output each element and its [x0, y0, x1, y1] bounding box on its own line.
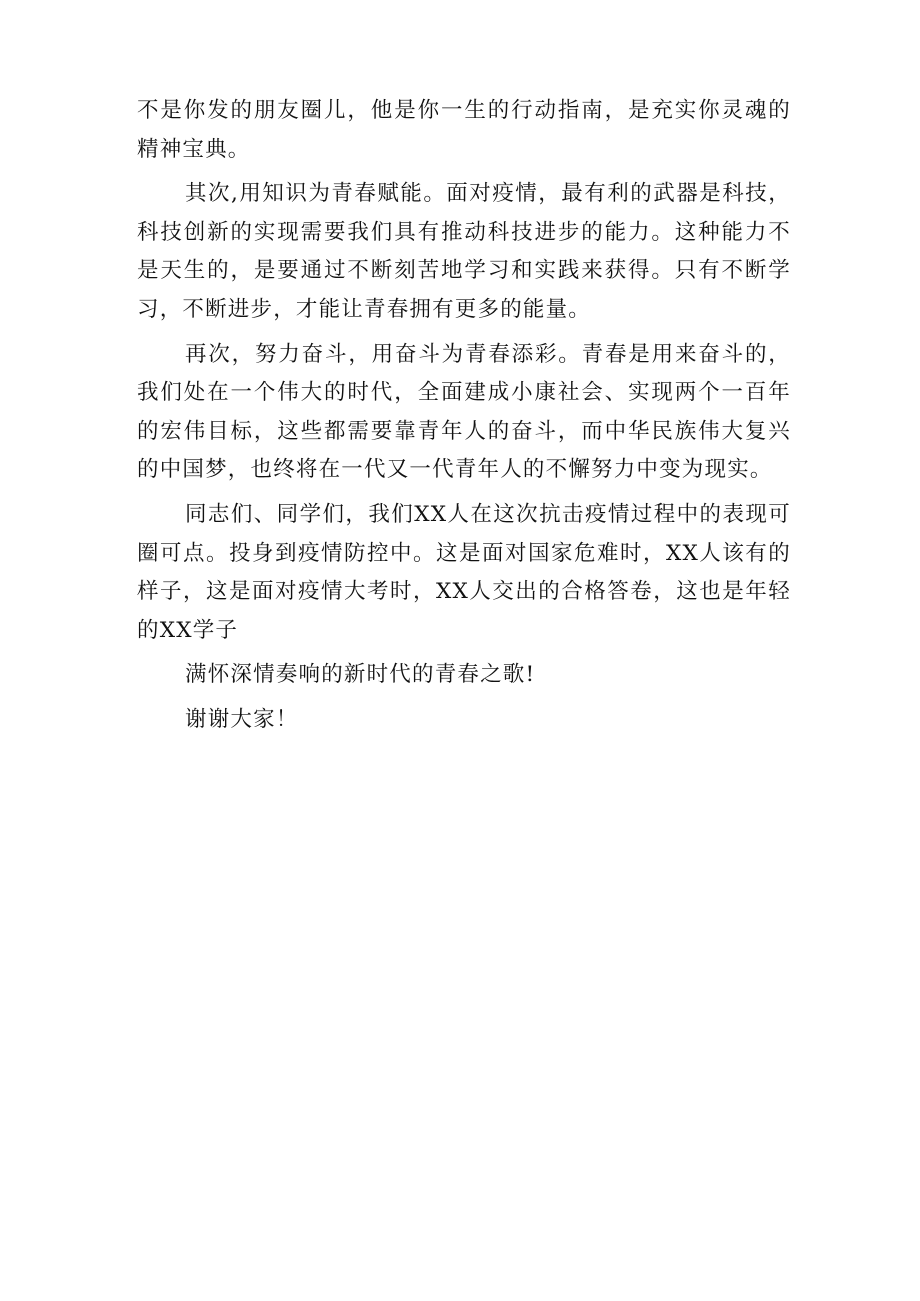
- paragraph-knowledge: 其次,用知识为青春赋能。面对疫情，最有利的武器是科技，科技创新的实现需要我们具有推动科技进步的能力。这种能力不是天生的，是要通过不断刻苦地学习和实践来获得。只有不断学习，不断进步，才能让青春拥有更多的能量。: [137, 181, 791, 322]
- paragraph-struggle: 再次，努力奋斗，用奋斗为青春添彩。青春是用来奋斗的，我们处在一个伟大的时代，全面建成小康社会、实现两个一百年的宏伟目标，这些都需要靠青年人的奋斗，而中华民族伟大复兴的中国梦，也终将在一代又一代青年人的不懈努力中变为现实。: [137, 341, 791, 483]
- paragraph-continuation: 不是你发的朋友圈儿，他是你一生的行动指南，是充实你灵魂的精神宝典。: [137, 98, 791, 162]
- document-body: [137, 92, 791, 740]
- paragraph-youth-song: 满怀深情奏响的新时代的青春之歌!: [185, 662, 536, 688]
- paragraph-thanks: 谢谢大家！: [185, 706, 299, 732]
- paragraph-colleagues: 同志们、同学们，我们XX人在这次抗击疫情过程中的表现可圈可点。投身到疫情防控中。这是面对国家危难时，XX人该有的样子，这是面对疫情大考时，XX人交出的合格答卷，这也是年轻的XX学子: [137, 501, 791, 643]
